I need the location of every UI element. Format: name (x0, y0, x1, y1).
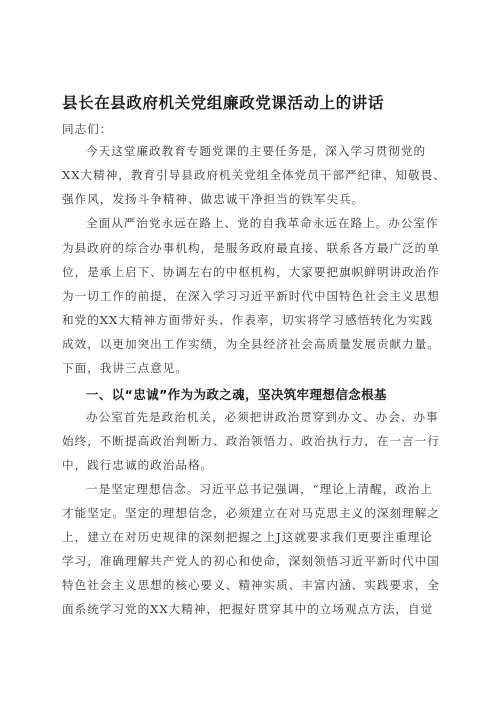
paragraph-line: 下面，我讲三点意见。 (62, 361, 188, 375)
paragraph-line: 面系统学习党的XX大精神，把握好贯穿其中的立场观点方法，自觉 (62, 602, 434, 616)
paragraph-line: 今天这堂廉政教育专题党课的主要任务是，深入学习贯彻党的 (86, 144, 427, 158)
paragraph-line: 为县政府的综合办事机构，是服务政府最直接、联系各方最广泛的单 (62, 241, 440, 255)
paragraph-line: 中，践行忠诚的政治品格。 (62, 458, 214, 472)
paragraph-line: 位，是承上启下、协调左右的中枢机构，大家要把旗帜鲜明讲政治作 (62, 265, 440, 279)
paragraph-line: 全面从严治党永远在路上、党的自我革命永远在路上。办公室作 (86, 216, 439, 230)
paragraph-line: 强作风，发扬斗争精神、做忠诚干净担当的铁军尖兵。 (62, 192, 365, 206)
paragraph-line: 上，建立在对历史规律的深刻把握之上J这就要求我们更要注重理论 (62, 530, 433, 544)
paragraph-line: 一是坚定理想信念。习近平总书记强调，“理论上清醒，政治上 (86, 482, 433, 496)
document-title: 县长在县政府机关党组廉政党课活动上的讲话 (62, 94, 385, 112)
paragraph-line: 成效，以更加突出工作实绩，为全县经济社会高质量发展贡献力量。 (62, 337, 440, 351)
paragraph-line: XX大精神，教育引导县政府机关党组全体党员干部严纪律、知敬畏、 (62, 168, 446, 182)
greeting: 同志们： (62, 122, 113, 136)
paragraph-line: 为一切工作的前提，在深入学习习近平新时代中国特色社会主义思想 (62, 289, 440, 303)
paragraph-line: 和党的XX大精神方面带好头、作表率，切实将学习感悟转化为实践 (62, 313, 434, 327)
paragraph-line: 办公室首先是政治机关，必须把讲政治贯穿到办文、办会、办事 (86, 410, 439, 424)
paragraph-line: 特色社会主义思想的核心要义、精神实质、丰富内涵、实践要求，全 (62, 578, 440, 592)
section-heading: 一、以“忠诚”作为为政之魂，坚决筑牢理想信念根基 (86, 387, 387, 402)
paragraph-line: 学习，准确理解共产党人的初心和使命，深刻领悟习近平新时代中国 (62, 554, 440, 568)
paragraph-line: 始终，不断提高政治判断力、政治领悟力、政治执行力，在一言一行 (62, 434, 440, 448)
paragraph-line: 才能坚定。坚定的理想信念，必须建立在对马克思主义的深刻理解之 (62, 506, 440, 520)
